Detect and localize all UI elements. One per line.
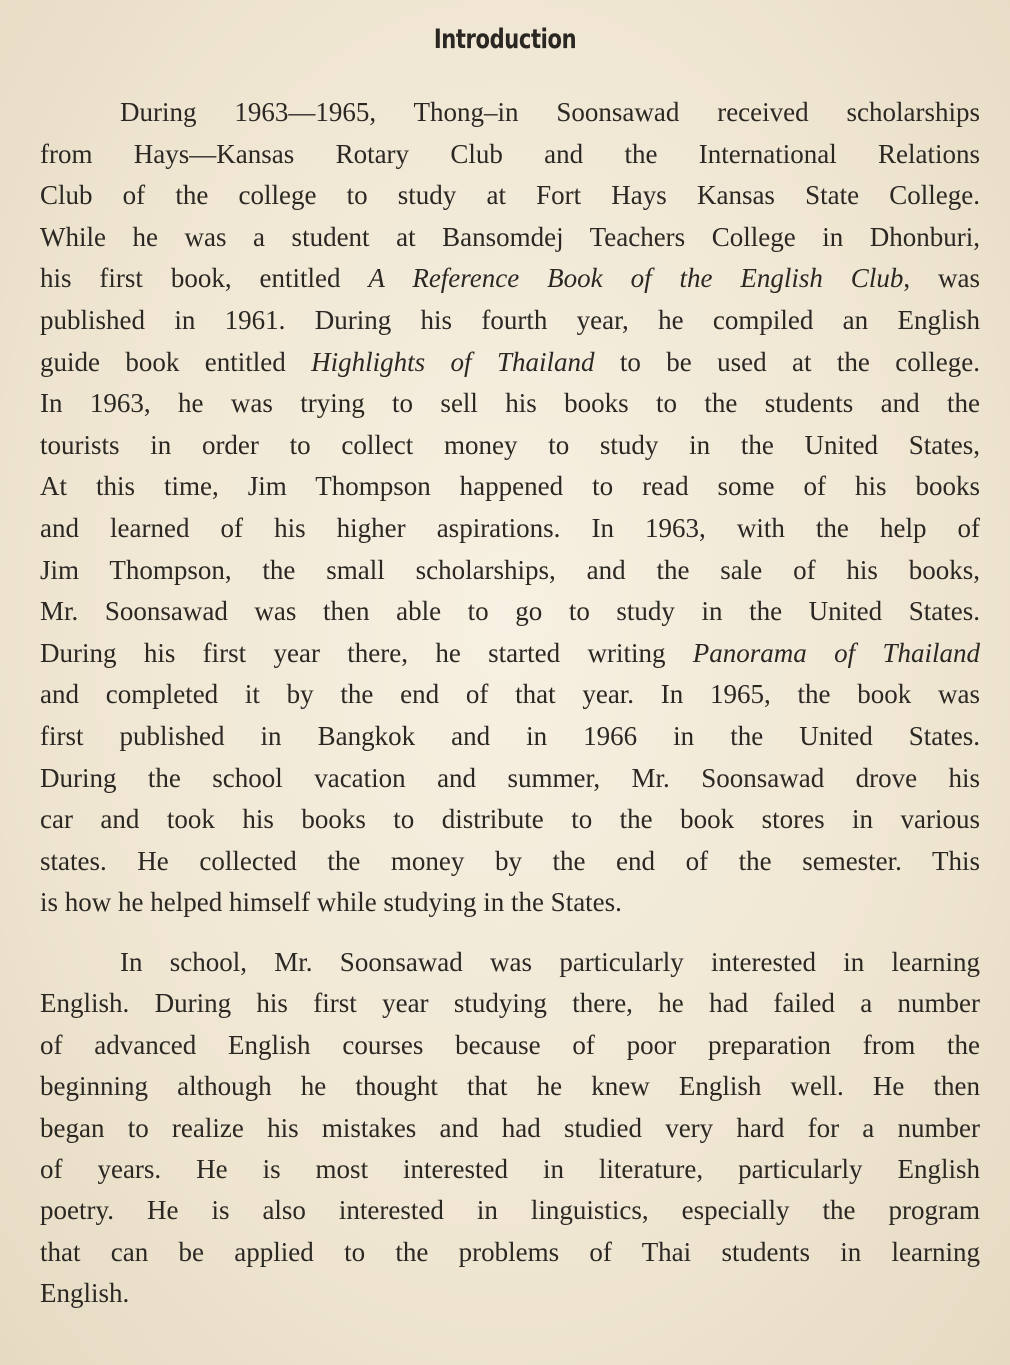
- text-line: [120, 92, 980, 132]
- text-segment: Jim Thompson, the small scholarships, and the sale of his books,: [40, 554, 980, 585]
- text-line: [40, 175, 980, 215]
- text-segment: At this time, Jim Thompson happened to read some of his books: [40, 471, 980, 502]
- text-segment: poetry. He is also interested in linguistics, especially the program: [40, 1195, 980, 1226]
- text-line: [40, 258, 980, 298]
- text-segment: beginning although he thought that he knew English well. He then: [40, 1071, 980, 1102]
- text-line: [40, 716, 980, 756]
- text-line: [40, 383, 980, 423]
- text-segment: Mr. Soonsawad was then able to go to study in the United States.: [40, 596, 980, 627]
- text-line: [40, 1025, 980, 1065]
- text-line: [40, 841, 980, 881]
- text-segment: to be used at the college.: [594, 346, 980, 377]
- text-segment: began to realize his mistakes and had studied very hard for a number: [40, 1112, 980, 1143]
- text-line: [40, 1149, 980, 1189]
- text-segment: In 1963, he was trying to sell his books to the students and the: [40, 388, 980, 419]
- text-segment: of advanced English courses because of poor preparation from the: [40, 1029, 980, 1060]
- text-line: [40, 983, 980, 1023]
- text-line: [40, 1232, 980, 1272]
- text-line: [40, 758, 980, 798]
- text-segment: During 1963—1965, Thong–in Soonsawad received scholarships: [120, 97, 980, 127]
- text-segment: states. He collected the money by the end of the semester. This: [40, 845, 980, 876]
- italic-title: A Reference Book of the English Club: [368, 263, 904, 294]
- text-line: [40, 550, 980, 590]
- text-segment: , was: [903, 263, 980, 294]
- text-line: [120, 942, 980, 982]
- text-line: [40, 799, 980, 839]
- text-segment: and learned of his higher aspirations. In 1963, with the help of: [40, 513, 980, 543]
- text-segment: In school, Mr. Soonsawad was particularly interested in learning: [120, 947, 980, 977]
- italic-title: Panorama of Thailand: [692, 637, 980, 668]
- text-segment: from Hays—Kansas Rotary Club and the International Relations: [40, 138, 980, 169]
- text-line: [40, 425, 980, 465]
- text-segment: During the school vacation and summer, Mr. Soonsawad drove his: [40, 762, 980, 793]
- text-segment: Club of the college to study at Fort Hays Kansas State College.: [40, 180, 980, 211]
- text-line: [40, 674, 980, 714]
- text-segment: English.: [40, 1278, 130, 1309]
- italic-title: Highlights of Thailand: [311, 346, 595, 377]
- text-segment: During his first year there, he started writing: [40, 637, 693, 668]
- text-line: [40, 1190, 980, 1230]
- text-line: [40, 1273, 980, 1313]
- page-title: Introduction: [433, 24, 577, 55]
- text-line: [40, 300, 980, 340]
- text-line: [40, 591, 980, 631]
- text-segment: of years. He is most interested in literature, particularly English: [40, 1154, 980, 1184]
- text-segment: and completed it by the end of that year. In 1965, the book was: [40, 679, 980, 710]
- text-segment: guide book entitled: [40, 346, 312, 377]
- text-segment: first published in Bangkok and in 1966 in the United States.: [40, 721, 980, 751]
- text-segment: tourists in order to collect money to study in the United States,: [40, 429, 980, 460]
- text-line: [40, 508, 980, 548]
- text-segment: that can be applied to the problems of Thai students in learning: [40, 1236, 980, 1267]
- text-line: [40, 1066, 980, 1106]
- text-line: [40, 134, 980, 174]
- text-line: [40, 217, 980, 257]
- text-segment: is how he helped himself while studying in the States.: [40, 887, 622, 918]
- text-segment: published in 1961. During his fourth year, he compiled an English: [40, 305, 980, 335]
- text-line: [40, 1108, 980, 1148]
- text-segment: English. During his first year studying there, he had failed a number: [40, 988, 980, 1019]
- text-line: [40, 466, 980, 506]
- text-segment: While he was a student at Bansomdej Teachers College in Dhonburi,: [40, 221, 980, 252]
- text-line: [40, 882, 980, 922]
- text-line: [40, 633, 980, 673]
- text-segment: his first book, entitled: [40, 263, 369, 294]
- text-segment: car and took his books to distribute to the book stores in various: [40, 804, 980, 835]
- text-line: [40, 342, 980, 382]
